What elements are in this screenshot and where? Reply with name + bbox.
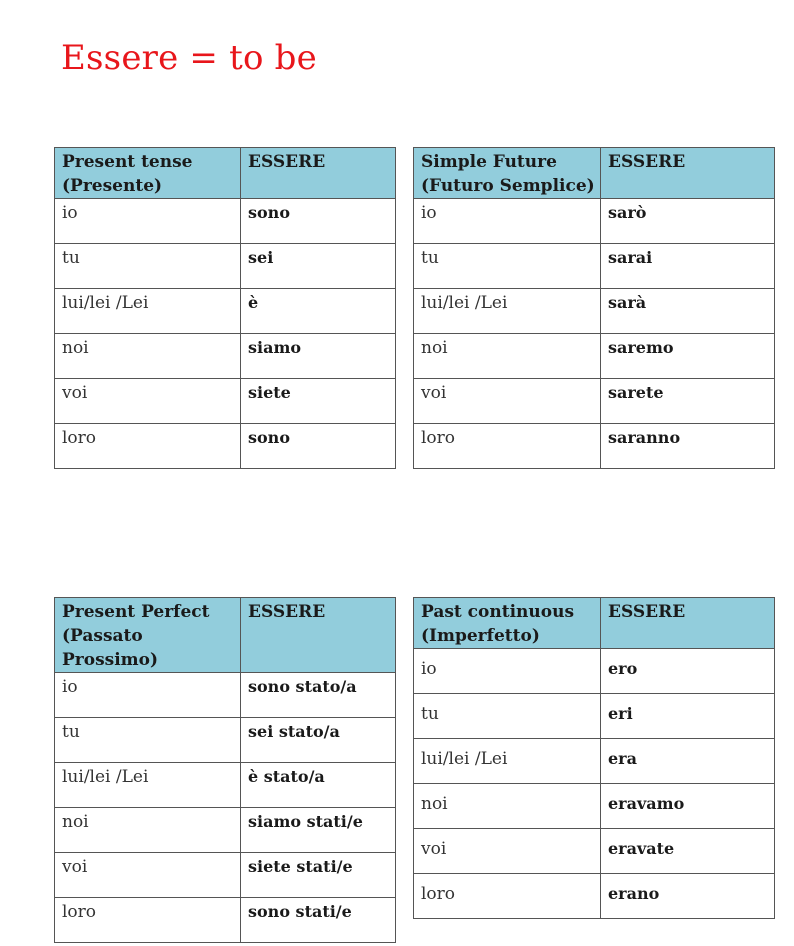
pronoun-cell: io [414, 649, 601, 694]
pronoun-cell: noi [55, 808, 241, 853]
conjugation-cell: sei [241, 244, 396, 289]
table-row [55, 808, 396, 853]
pronoun-cell: loro [55, 424, 241, 469]
table-row [414, 829, 775, 874]
table-row [414, 289, 775, 334]
conjugation-cell: sarai [601, 244, 775, 289]
conjugation-cell: sono stati/e [241, 898, 396, 943]
pronoun-cell: lui/lei /Lei [55, 289, 241, 334]
tense-name-it: (Passato Prossimo) [62, 626, 159, 670]
conjugation-cell: ero [601, 649, 775, 694]
pronoun-cell: voi [55, 379, 241, 424]
table-row [55, 853, 396, 898]
conjugation-cell: sarete [601, 379, 775, 424]
verb-header: ESSERE [241, 598, 396, 673]
table-simple-future [413, 147, 775, 469]
tense-name-en: Past continuous [421, 602, 575, 622]
conjugation-cell: è stato/a [241, 763, 396, 808]
table-row [414, 244, 775, 289]
table-row [55, 199, 396, 244]
pronoun-cell: tu [55, 244, 241, 289]
verb-header: ESSERE [241, 148, 396, 199]
verb-header: ESSERE [601, 148, 775, 199]
conjugation-cell: eri [601, 694, 775, 739]
tense-header [414, 598, 601, 649]
table-row [414, 739, 775, 784]
pronoun-cell: lui/lei /Lei [414, 289, 601, 334]
table-row [55, 898, 396, 943]
pronoun-cell: voi [414, 379, 601, 424]
table-row [414, 334, 775, 379]
conjugation-cell: siete stati/e [241, 853, 396, 898]
table-row [414, 199, 775, 244]
pronoun-cell: noi [414, 784, 601, 829]
tense-name-it: (Futuro Semplice) [421, 176, 595, 196]
tense-name-en: Present Perfect [62, 602, 210, 622]
table-row [55, 289, 396, 334]
tense-name-it: (Imperfetto) [421, 626, 540, 646]
pronoun-cell: noi [55, 334, 241, 379]
page-title: Essere = to be [61, 38, 317, 78]
table-row [414, 649, 775, 694]
table-header-row [55, 148, 396, 199]
conjugation-cell: siamo stati/e [241, 808, 396, 853]
conjugation-cell: era [601, 739, 775, 784]
pronoun-cell: loro [414, 424, 601, 469]
pronoun-cell: tu [55, 718, 241, 763]
tense-name-en: Present tense [62, 152, 193, 172]
table-present-perfect [54, 597, 396, 943]
pronoun-cell: loro [414, 874, 601, 919]
conjugation-cell: eravamo [601, 784, 775, 829]
pronoun-cell: lui/lei /Lei [414, 739, 601, 784]
conjugation-cell: sei stato/a [241, 718, 396, 763]
conjugation-cell: erano [601, 874, 775, 919]
table-row [55, 244, 396, 289]
table-row [55, 763, 396, 808]
conjugation-cell: saremo [601, 334, 775, 379]
tense-name-it: (Presente) [62, 176, 163, 196]
tense-header [414, 148, 601, 199]
tense-header [55, 598, 241, 673]
table-row [414, 784, 775, 829]
table-row [414, 874, 775, 919]
pronoun-cell: noi [414, 334, 601, 379]
pronoun-cell: io [55, 199, 241, 244]
pronoun-cell: voi [414, 829, 601, 874]
pronoun-cell: io [55, 673, 241, 718]
conjugation-cell: è [241, 289, 396, 334]
conjugation-cell: sarò [601, 199, 775, 244]
table-row [55, 379, 396, 424]
pronoun-cell: lui/lei /Lei [55, 763, 241, 808]
table-header-row [55, 598, 396, 673]
table-past-continuous [413, 597, 775, 919]
conjugation-cell: siamo [241, 334, 396, 379]
conjugation-cell: sono [241, 199, 396, 244]
table-present-tense [54, 147, 396, 469]
table-row [55, 718, 396, 763]
pronoun-cell: loro [55, 898, 241, 943]
conjugation-cell: saranno [601, 424, 775, 469]
table-row [414, 379, 775, 424]
verb-header: ESSERE [601, 598, 775, 649]
conjugation-cell: siete [241, 379, 396, 424]
conjugation-cell: sono stato/a [241, 673, 396, 718]
tense-header [55, 148, 241, 199]
table-row [55, 334, 396, 379]
table-header-row [414, 598, 775, 649]
table-row [414, 694, 775, 739]
table-header-row [414, 148, 775, 199]
pronoun-cell: io [414, 199, 601, 244]
conjugation-cell: sarà [601, 289, 775, 334]
tense-name-en: Simple Future [421, 152, 557, 172]
pronoun-cell: tu [414, 694, 601, 739]
table-row [414, 424, 775, 469]
table-row [55, 673, 396, 718]
table-row [55, 424, 396, 469]
pronoun-cell: tu [414, 244, 601, 289]
conjugation-cell: eravate [601, 829, 775, 874]
pronoun-cell: voi [55, 853, 241, 898]
conjugation-cell: sono [241, 424, 396, 469]
